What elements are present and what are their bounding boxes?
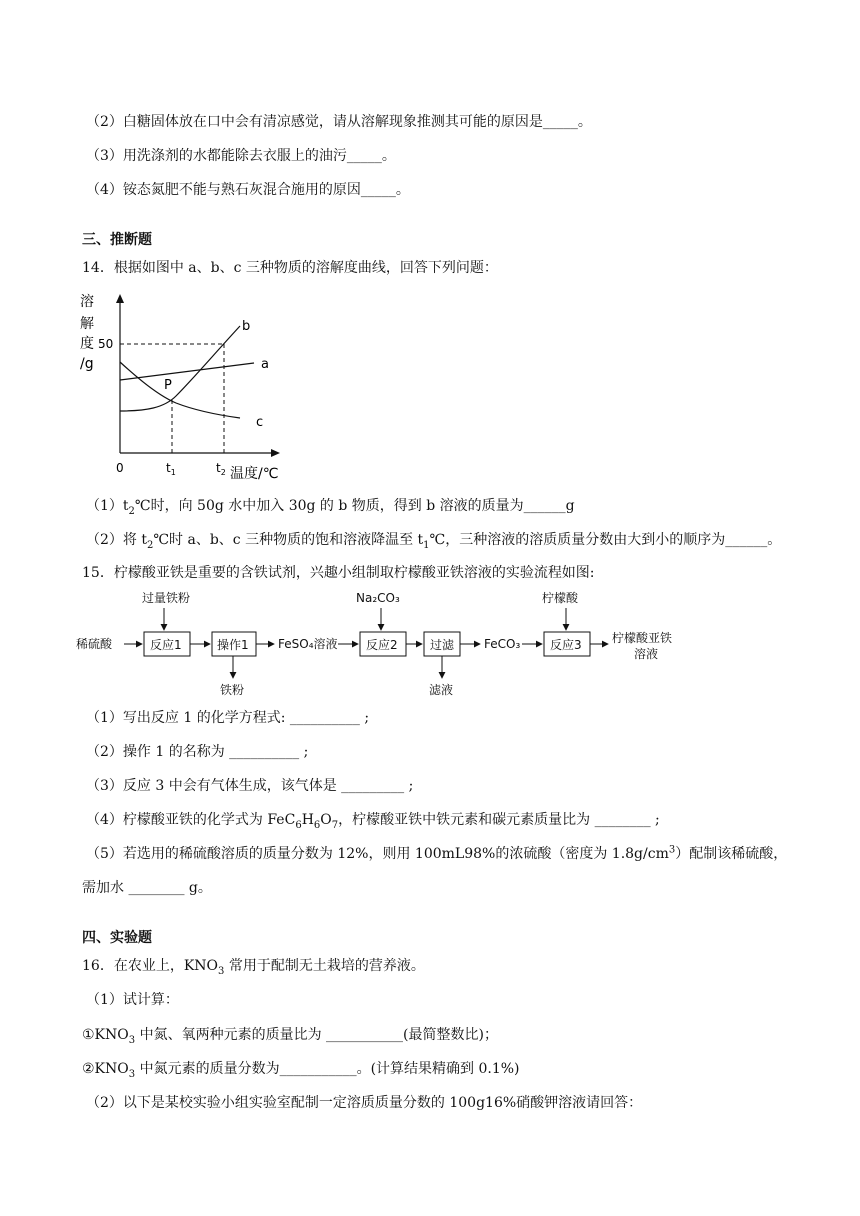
curve-c <box>120 362 240 418</box>
ylabel-char-2: 解 <box>80 316 94 332</box>
question-16-calc-1: $①KNO_3$ 中氮、氧两种元素的质量比为 ___________(最简整数比)； <box>82 1027 498 1046</box>
question-15-5-cont: 需加水 ________ g。 <box>82 880 212 896</box>
series-label-b: b <box>242 319 251 334</box>
curve-b <box>120 326 240 411</box>
question-13-3: （3）用洗涤剂的水都能除去衣服上的油污_____。 <box>86 148 396 164</box>
flow-filtrate-out: 滤液 <box>429 683 454 697</box>
question-15-1: （1）写出反应 1 的化学方程式: __________ ; <box>86 710 370 726</box>
flow-na2co3-label: Na₂CO₃ <box>356 591 400 605</box>
xtick-t1: $t_1$ <box>166 461 176 477</box>
flow-feco3-label: FeCO₃ <box>484 637 521 651</box>
question-13-4: （4）铵态氮肥不能与熟石灰混合施用的原因_____。 <box>86 182 410 198</box>
flow-iron-label: 过量铁粉 <box>142 591 191 605</box>
flow-citric-acid-label: 柠檬酸 <box>542 591 579 605</box>
y-axis-arrow <box>116 294 124 303</box>
question-15-4: （4）柠檬酸亚铁的化学式为 $FeC_6H_6O_7$，柠檬酸亚铁中铁元素和碳元素质量比为 ________ ; <box>86 812 660 831</box>
ylabel-char-4: /g <box>80 356 94 372</box>
flow-product-line-1: 柠檬酸亚铁 <box>612 631 673 645</box>
section-heading-experiment: 四、实验题 <box>82 930 152 946</box>
flow-product-line-2: 溶液 <box>634 647 659 661</box>
xtick-0: 0 <box>116 461 124 475</box>
flow-reaction-3-label: 反应3 <box>550 638 582 652</box>
ytick-50: 50 <box>98 337 114 351</box>
question-14-2: （2）将 $t_2℃$时 a、b、c 三种物质的饱和溶液降温至 $t_1℃$，三种溶液的溶质质量分数由大到小的顺序为______。 <box>86 532 782 551</box>
question-16-calc-2: $②KNO_3$ 中氮元素的质量分数为___________。(计算结果精确到 0.1%) <box>82 1061 520 1080</box>
ylabel-char-1: 溶 <box>80 294 94 310</box>
question-13-2: （2）白糖固体放在口中会有清凉感觉，请从溶解现象推测其可能的原因是_____。 <box>86 114 592 130</box>
flow-reaction-1-label: 反应1 <box>150 638 182 652</box>
series-label-a: a <box>261 357 269 372</box>
xtick-t2: $t_2$ <box>216 461 226 477</box>
question-15-5: （5）若选用的稀硫酸溶质的质量分数为 12%，则用 100mL98%的浓硫酸（密度为 $1.8g/cm^3$）配制该稀硫酸， <box>86 844 788 862</box>
question-15-3: （3）反应 3 中会有气体生成，该气体是 _________ ; <box>86 778 414 794</box>
question-16-1: （1）试计算： <box>86 992 179 1008</box>
question-15-stem: 15．柠檬酸亚铁是重要的含铁试剂，兴趣小组制取柠檬酸亚铁溶液的实验流程如图: <box>82 565 595 581</box>
ylabel-char-3: 度 <box>80 336 94 352</box>
process-flow-diagram <box>76 588 696 700</box>
solubility-chart <box>76 290 316 486</box>
flow-filter-label: 过滤 <box>430 638 455 652</box>
flow-start-label: 稀硫酸 <box>76 637 113 651</box>
question-15-2: （2）操作 1 的名称为 __________ ; <box>86 744 309 760</box>
intersection-label-p: P <box>164 378 172 393</box>
series-label-c: c <box>256 415 264 430</box>
xlabel: 温度/℃ <box>230 466 279 482</box>
flow-operation-1-label: 操作1 <box>217 638 249 652</box>
question-16-2: （2）以下是某校实验小组实验室配制一定溶质质量分数的 100g16%硝酸钾溶液请回答： <box>86 1095 643 1111</box>
flow-reaction-2-label: 反应2 <box>366 638 398 652</box>
question-16-stem: 16．在农业上，$KNO_3$ 常用于配制无土栽培的营养液。 <box>82 958 425 977</box>
x-axis-arrow <box>271 449 280 457</box>
question-14-1: $(1)t_2℃$时，向 50g 水中加入 30g 的 b 物质，得到 b 溶液的质量为______g <box>86 498 575 517</box>
section-heading-inference: 三、推断题 <box>82 232 152 248</box>
flow-iron-powder-out: 铁粉 <box>220 683 245 697</box>
curve-a <box>120 363 254 380</box>
flow-feso4-label: FeSO₄溶液 <box>278 637 338 651</box>
question-14-stem: 14．根据如图中 a、b、c 三种物质的溶解度曲线，回答下列问题： <box>82 260 498 276</box>
